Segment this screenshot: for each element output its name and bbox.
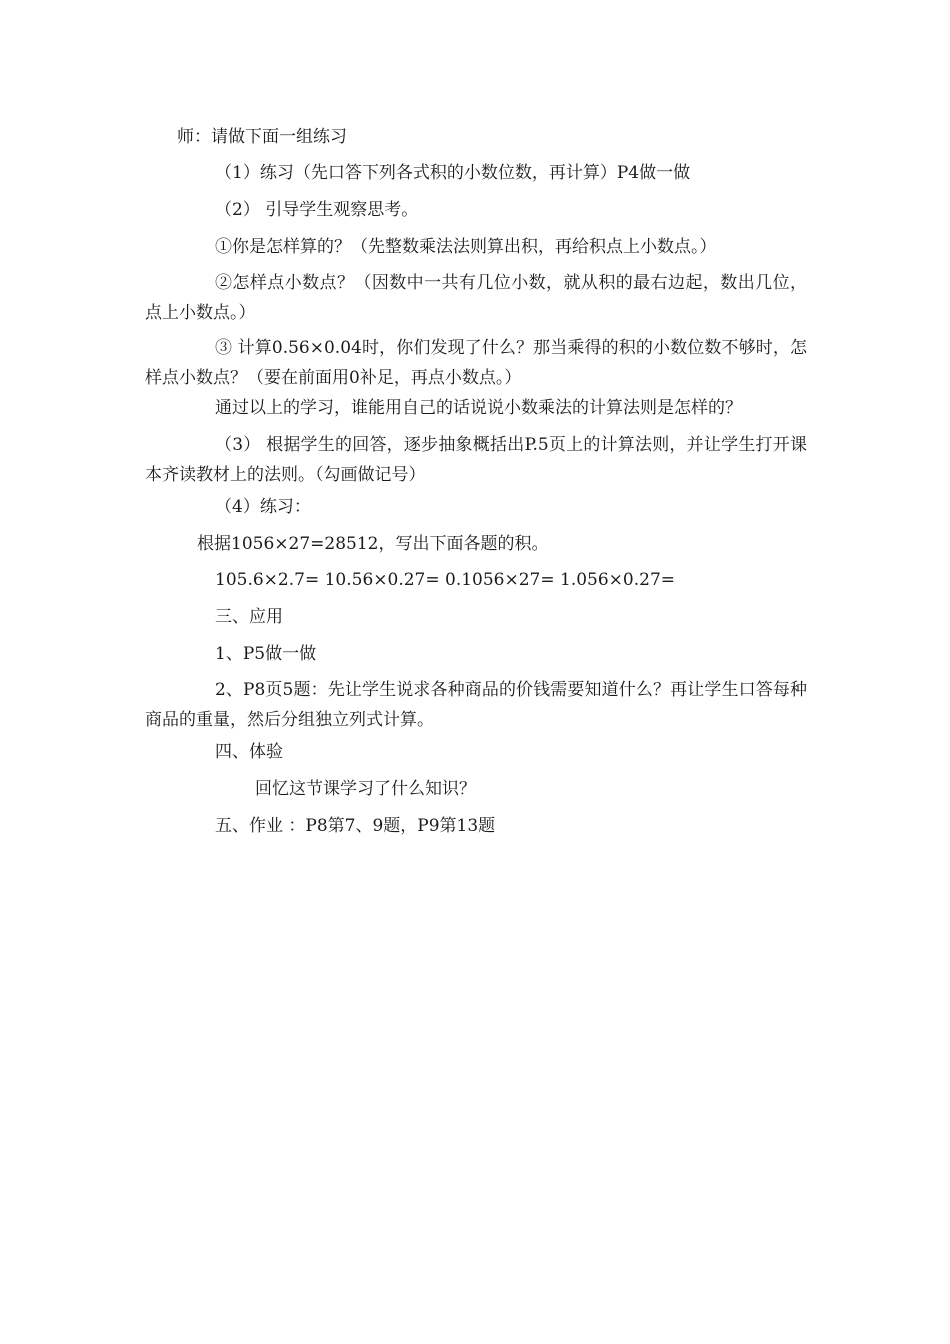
application-2: 2、P8页5题：先让学生说求各种商品的价钱需要知道什么？再让学生口答每种商品的重量，然后分组独立列式计算。	[145, 680, 807, 730]
products-line: 105.6×2.7= 10.56×0.27= 0.1056×27= 1.056×0.27=	[215, 570, 676, 590]
summary-question: 通过以上的学习，谁能用自己的话说说小数乘法的计算法则是怎样的？	[215, 398, 742, 418]
application-1: 1、P5做一做	[215, 644, 317, 664]
exercise-3: （3） 根据学生的回答，逐步抽象概括出P.5页上的计算法则，并让学生打开课本齐读教材上的法则。（勾画做记号）	[145, 435, 807, 485]
teacher-prompt: 师：请做下面一组练习	[177, 127, 347, 147]
question-3: ③ 计算0.56×0.04时，你们发现了什么？那当乘得的积的小数位数不够时，怎样点小数点？（要在前面用0补足，再点小数点。）	[145, 338, 807, 388]
question-1: ①你是怎样算的？（先整数乘法法则算出积，再给积点上小数点。）	[215, 237, 717, 257]
section-3-title: 三、应用	[215, 607, 283, 627]
section-4-title: 四、体验	[215, 742, 283, 762]
exercise-1: （1）练习（先口答下列各式积的小数位数，再计算）P4做一做	[215, 163, 691, 183]
exercise-4: （4）练习：	[215, 497, 311, 517]
section-5-title: 五、作业 ：P8第7、9题，P9第13题	[215, 816, 496, 836]
given-fact: 根据1056×27=28512，写出下面各题的积。	[197, 534, 549, 554]
reflection: 回忆这节课学习了什么知识？	[255, 779, 476, 799]
question-2: ②怎样点小数点？（因数中一共有几位小数，就从积的最右边起，数出几位，点上小数点。）	[145, 273, 807, 323]
exercise-2: （2） 引导学生观察思考。	[215, 200, 419, 220]
